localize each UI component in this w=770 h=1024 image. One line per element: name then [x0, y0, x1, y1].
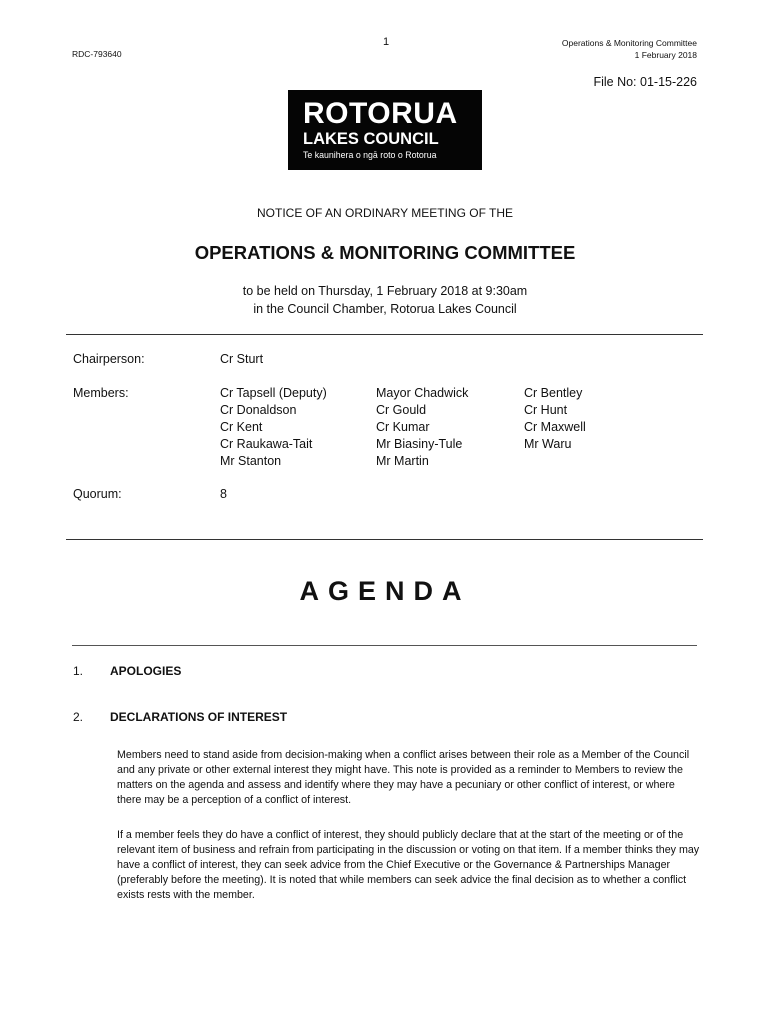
member-name: Cr Hunt — [524, 403, 568, 417]
header-committee: Operations & Monitoring Committee — [561, 38, 697, 48]
declarations-paragraph-1: Members need to stand aside from decision-making when a conflict arises between their role as a Member of the Council and any private or other external interest they might have. This note is provided as a reminder to Members to review the matters on the agenda and assess and identify where they may have a pecuniary or other conflict of interest, or where there may be a perception of a conflict of interest. — [117, 749, 690, 806]
divider-top — [66, 334, 703, 335]
logo-tagline: Te kaunihera o ngā roto o Rotorua — [303, 150, 437, 160]
agenda-item-apologies: APOLOGIES — [110, 664, 182, 678]
members-column-3 — [524, 385, 586, 453]
chairperson-label: Chairperson: — [73, 352, 145, 366]
member-name: Mr Biasiny-Tule — [376, 437, 463, 451]
committee-title: OPERATIONS & MONITORING COMMITTEE — [194, 242, 576, 263]
agenda-item-declarations: DECLARATIONS OF INTEREST — [110, 710, 288, 724]
notice-intro: NOTICE OF AN ORDINARY MEETING OF THE — [256, 206, 514, 220]
members-label: Members: — [73, 386, 129, 400]
agenda-heading: AGENDA — [299, 576, 471, 606]
member-name: Mr Martin — [376, 454, 429, 468]
agenda-item-number: 1. — [73, 664, 84, 678]
header-date: 1 February 2018 — [634, 50, 697, 60]
logo-line-rotorua: ROTORUA — [303, 97, 458, 130]
document-id: RDC-793640 — [72, 49, 122, 59]
member-name: Cr Kumar — [376, 420, 430, 434]
member-name: Cr Bentley — [524, 386, 583, 400]
member-name: Mr Stanton — [220, 454, 282, 468]
member-name: Cr Donaldson — [220, 403, 297, 417]
meeting-date-time: to be held on Thursday, 1 February 2018 at 9:30am — [242, 284, 528, 298]
member-name: Cr Maxwell — [524, 420, 586, 434]
meeting-venue: in the Council Chamber, Rotorua Lakes Council — [253, 302, 517, 316]
quorum-value: 8 — [220, 487, 227, 501]
declarations-paragraph-2: If a member feels they do have a conflict of interest, they should publicly declare that at the start of the meeting or of the relevant item of business and refrain from participating in the discussion or voting on that item. If a member thinks they may have a conflict of interest, they can seek advice from the Chief Executive or the Governance & Partnerships Manager (preferably before the meeting). It is noted that while members can seek advice the final decision as to whether a conflict exists rests with the member. — [117, 829, 700, 901]
quorum-label: Quorum: — [73, 487, 122, 501]
agenda-item-number: 2. — [73, 710, 84, 724]
member-name: Cr Kent — [220, 420, 263, 434]
member-name: Cr Tapsell (Deputy) — [220, 386, 327, 400]
divider-middle — [66, 539, 703, 540]
member-name: Mr Waru — [524, 437, 572, 451]
page-number: 1 — [383, 36, 390, 48]
member-name: Cr Raukawa-Tait — [220, 437, 313, 451]
divider-agenda — [72, 645, 697, 646]
member-name: Mayor Chadwick — [376, 386, 469, 400]
file-number: File No: 01-15-226 — [593, 75, 697, 89]
members-column-2 — [376, 385, 468, 470]
council-logo — [288, 90, 482, 170]
member-name: Cr Gould — [376, 403, 427, 417]
logo-line-lakes-council: LAKES COUNCIL — [303, 130, 439, 148]
chairperson-name: Cr Sturt — [220, 352, 264, 366]
members-column-1 — [220, 385, 327, 470]
